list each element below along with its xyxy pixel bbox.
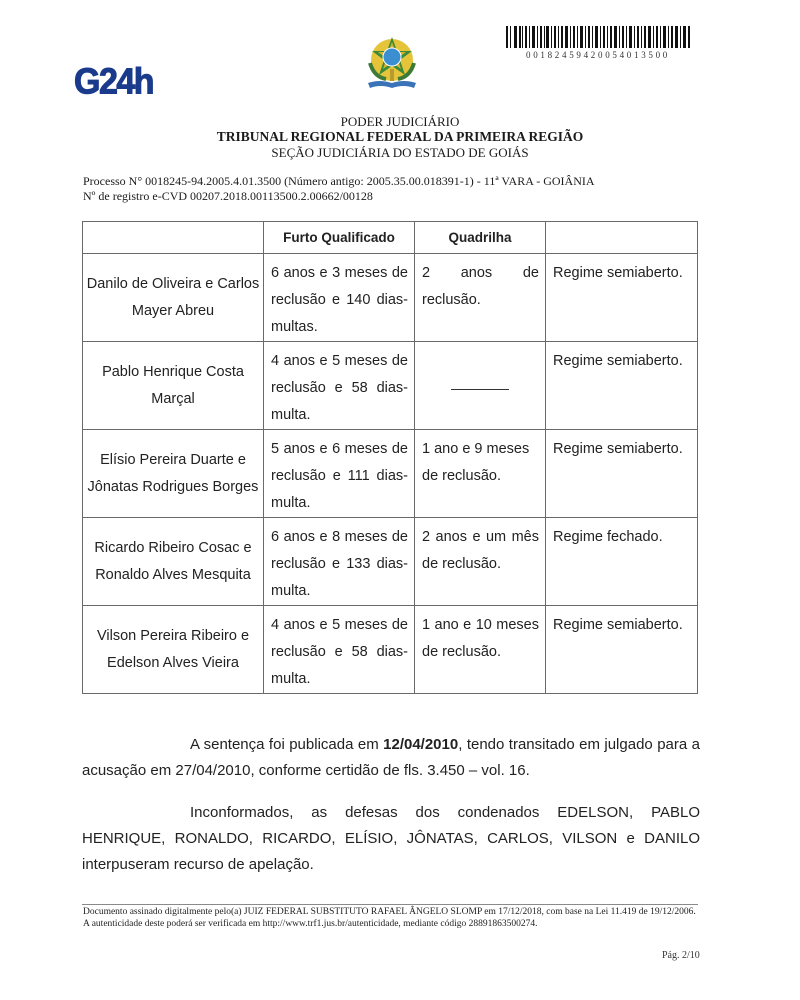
barcode-number: 00182459420054013500 — [526, 50, 670, 60]
sentencing-table — [82, 221, 698, 694]
defendant-names: Ricardo Ribeiro Cosac e Ronaldo Alves Mesquita — [83, 518, 264, 606]
empty-dash — [451, 389, 509, 390]
signature-text: Documento assinado digitalmente pelo(a) JUIZ FEDERAL SUBSTITUTO RAFAEL ÂNGELO SLOMP em 17/12/2018, com base na Lei 11.419 de 19/12/2006. — [83, 907, 696, 917]
header-cell-regime — [546, 222, 698, 254]
header-secao: SEÇÃO JUDICIÁRIA DO ESTADO DE GOIÁS — [271, 145, 529, 160]
header-tribunal: TRIBUNAL REGIONAL FEDERAL DA PRIMEIRA REGIÃO — [216, 129, 584, 144]
publication-date: 12/04/2010 — [383, 736, 459, 753]
paragraph-appeal: Inconformados, as defesas dos condenados EDELSON, PABLO HENRIQUE, RONALDO, RICARDO, ELÍSIO, JÔNATAS, CARLOS, VILSON e DANILO interpuseram recurso de apelação. — [82, 804, 700, 873]
g24h-logo: G24h — [74, 62, 154, 102]
regime: Regime fechado. — [546, 518, 698, 606]
regime: Regime semiaberto. — [546, 254, 698, 342]
defendant-names: Pablo Henrique Costa Marçal — [83, 342, 264, 430]
quadrilha-sentence: 1 ano e 9 meses de reclusão. — [415, 430, 546, 518]
header-cell-furto: Furto Qualificado — [264, 222, 415, 254]
header-cell-names — [83, 222, 264, 254]
brazil-coat-of-arms-icon — [360, 33, 424, 93]
defendant-names: Vilson Pereira Ribeiro e Edelson Alves Vieira — [83, 606, 264, 694]
defendant-names: Elísio Pereira Duarte e Jônatas Rodrigues Borges — [83, 430, 264, 518]
furto-sentence: 4 anos e 5 meses de reclusão e 58 dias-multa. — [264, 342, 415, 430]
regime: Regime semiaberto. — [546, 430, 698, 518]
furto-sentence: 6 anos e 8 meses de reclusão e 133 dias-multa. — [264, 518, 415, 606]
regime: Regime semiaberto. — [546, 606, 698, 694]
process-number: Processo N° 0018245-94.2005.4.01.3500 (Número antigo: 2005.35.00.018391-1) - 11ª VARA - GOIÂNIA — [83, 174, 595, 188]
table-row — [83, 254, 698, 342]
regime: Regime semiaberto. — [546, 342, 698, 430]
furto-sentence: 6 anos e 3 meses de reclusão e 140 dias-multas. — [264, 254, 415, 342]
table-row — [83, 430, 698, 518]
table-header-row — [83, 222, 698, 254]
table-row — [83, 518, 698, 606]
footer-divider — [82, 904, 698, 905]
page-number: Pág. 2/10 — [662, 950, 700, 961]
footer-signature-notice — [83, 907, 703, 930]
quadrilha-sentence-none — [415, 342, 546, 430]
paragraph-sentence-publication: A sentença foi publicada em 12/04/2010, tendo transitado em julgado para a acusação em 27/04/2010, conforme certidão de fls. 3.450 – vol. 16. — [82, 736, 700, 779]
authenticity-text: A autenticidade deste poderá ser verificada em http://www.trf1.jus.br/autenticidade, mediante código 28891863500274. — [83, 918, 538, 929]
header-cell-quadrilha: Quadrilha — [415, 222, 546, 254]
quadrilha-sentence: 2 anos e um mês de reclusão. — [415, 518, 546, 606]
table-row — [83, 342, 698, 430]
quadrilha-sentence: 2 anos de reclusão. — [415, 254, 546, 342]
furto-sentence: 4 anos e 5 meses de reclusão e 58 dias-multa. — [264, 606, 415, 694]
furto-sentence: 5 anos e 6 meses de reclusão e 111 dias-multa. — [264, 430, 415, 518]
defendant-names: Danilo de Oliveira e Carlos Mayer Abreu — [83, 254, 264, 342]
quadrilha-sentence: 1 ano e 10 meses de reclusão. — [415, 606, 546, 694]
table-row — [83, 606, 698, 694]
header-poder-judiciario: PODER JUDICIÁRIO — [340, 114, 460, 129]
barcode — [506, 26, 690, 48]
registry-number: Nº de registro e-CVD 00207.2018.00113500.2.00662/00128 — [83, 189, 373, 203]
